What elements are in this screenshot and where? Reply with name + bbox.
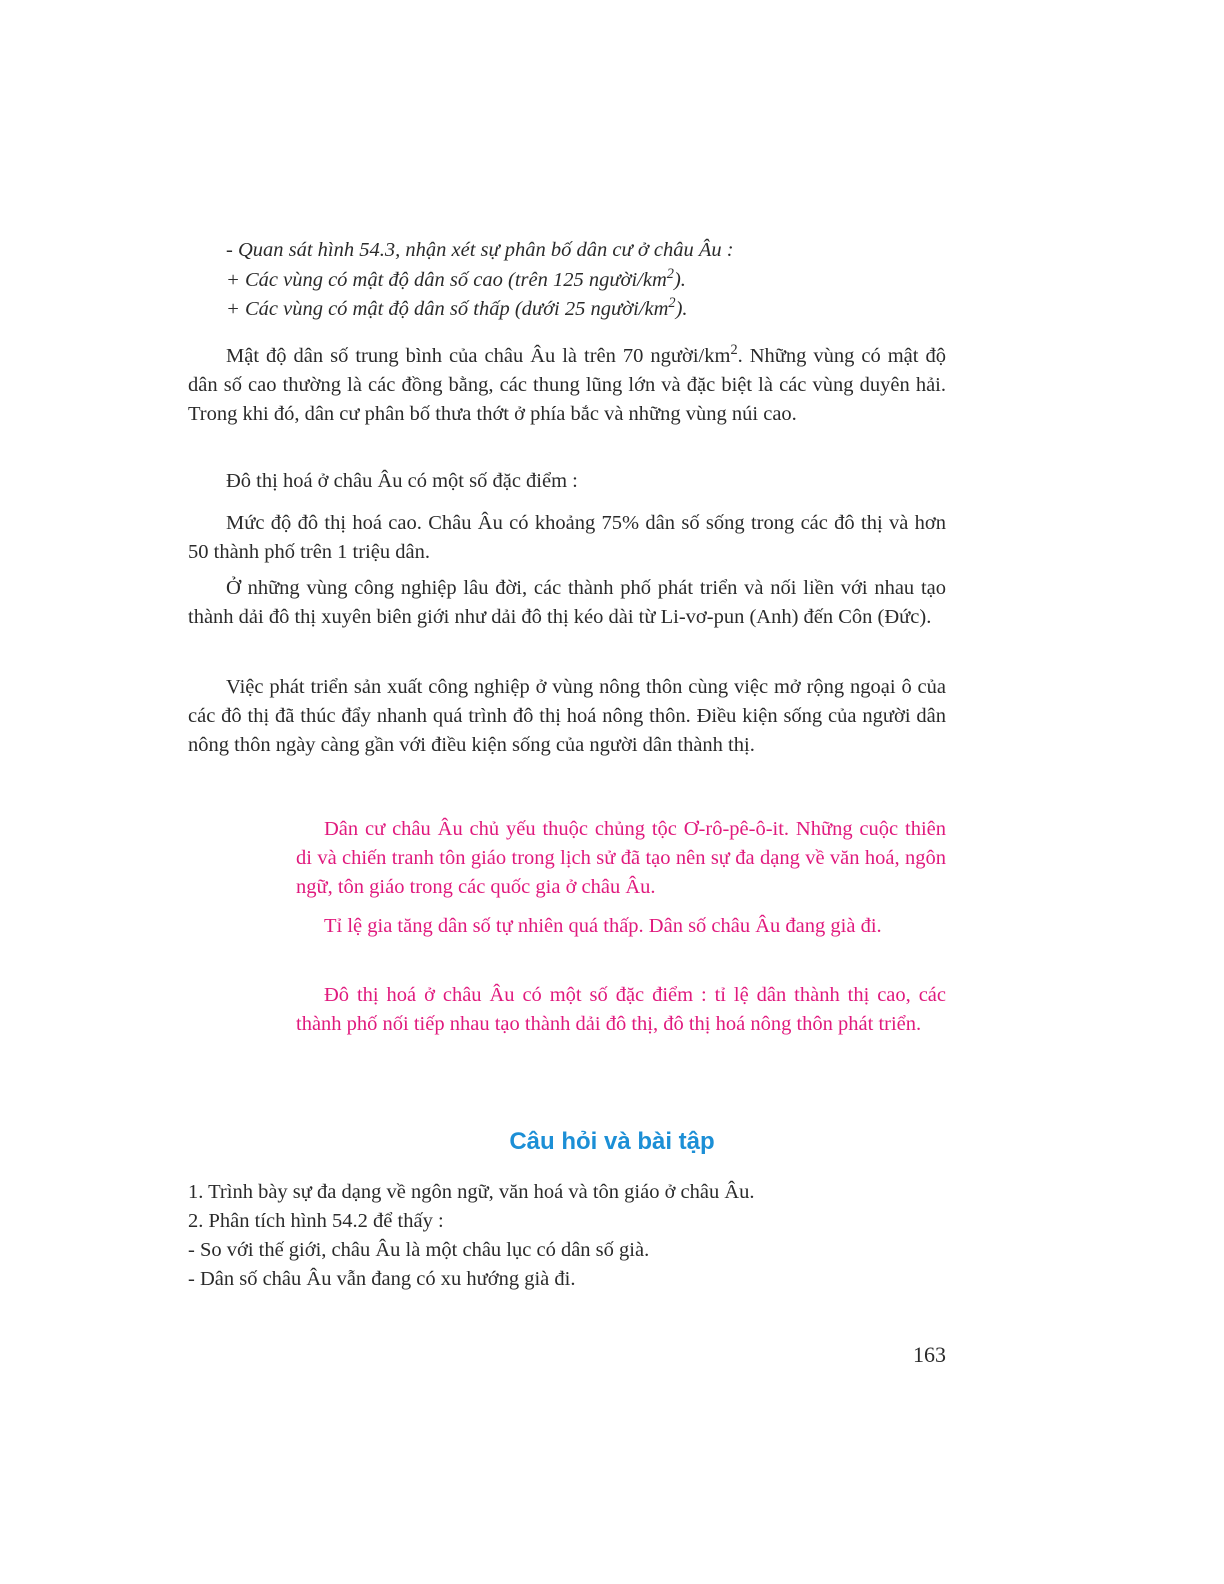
exercise-item: - So với thế giới, châu Âu là một châu lục có dân số già.	[188, 1239, 650, 1261]
exercises-list	[188, 1178, 946, 1294]
exercise-item: - Dân số châu Âu vẫn đang có xu hướng già đi.	[188, 1268, 576, 1290]
urbanization-intro: Đô thị hoá ở châu Âu có một số đặc điểm :	[226, 470, 578, 492]
exercise-item: 2. Phân tích hình 54.2 để thấy :	[188, 1210, 444, 1232]
page-number: 163	[913, 1342, 946, 1367]
density-paragraph: Mật độ dân số trung bình của châu Âu là trên 70 người/$km^2$. Những vùng có mật độ dân số cao thường là các đồng bằng, các thung lũng lớn và đặc biệt là các vùng duyên hải. Trong khi đó, dân cư phân bố thưa thớt ở phía bắc và những vùng núi cao.	[188, 342, 946, 425]
question-line: + Các vùng có mật độ dân số thấp (dưới 25 người/$km^2$).	[226, 295, 688, 320]
summary-paragraph: Tỉ lệ gia tăng dân số tự nhiên quá thấp. Dân số châu Âu đang già đi.	[324, 915, 882, 937]
exercise-item: 1. Trình bày sự đa dạng về ngôn ngữ, văn hoá và tôn giáo ở châu Âu.	[188, 1181, 755, 1203]
observation-questions	[226, 236, 946, 325]
exercises-heading: Câu hỏi và bài tập	[509, 1128, 715, 1155]
question-line: - Quan sát hình 54.3, nhận xét sự phân bố dân cư ở châu Âu :	[226, 239, 734, 261]
urbanization-paragraph: Việc phát triển sản xuất công nghiệp ở vùng nông thôn cùng việc mở rộng ngoại ô của các đô thị đã thúc đẩy nhanh quá trình đô thị hoá nông thôn. Điều kiện sống của người dân nông thôn ngày càng gần với điều kiện sống của người dân thành thị.	[188, 676, 946, 756]
question-line: + Các vùng có mật độ dân số cao (trên 125 người/$km^2$).	[226, 265, 686, 291]
urbanization-paragraph: Ở những vùng công nghiệp lâu đời, các thành phố phát triển và nối liền với nhau tạo thành dải đô thị xuyên biên giới như dải đô thị kéo dài từ Li-vơ-pun (Anh) đến Côn (Đức).	[188, 577, 946, 628]
summary-paragraph: Đô thị hoá ở châu Âu có một số đặc điểm : tỉ lệ dân thành thị cao, các thành phố nối tiếp nhau tạo thành dải đô thị, đô thị hoá nông thôn phát triển.	[296, 984, 946, 1035]
summary-paragraph: Dân cư châu Âu chủ yếu thuộc chủng tộc Ơ-rô-pê-ô-it. Những cuộc thiên di và chiến tranh tôn giáo trong lịch sử đã tạo nên sự đa dạng về văn hoá, ngôn ngữ, tôn giáo trong các quốc gia ở châu Âu.	[296, 818, 946, 898]
urbanization-paragraph: Mức độ đô thị hoá cao. Châu Âu có khoảng 75% dân số sống trong các đô thị và hơn 50 thành phố trên 1 triệu dân.	[188, 512, 946, 563]
